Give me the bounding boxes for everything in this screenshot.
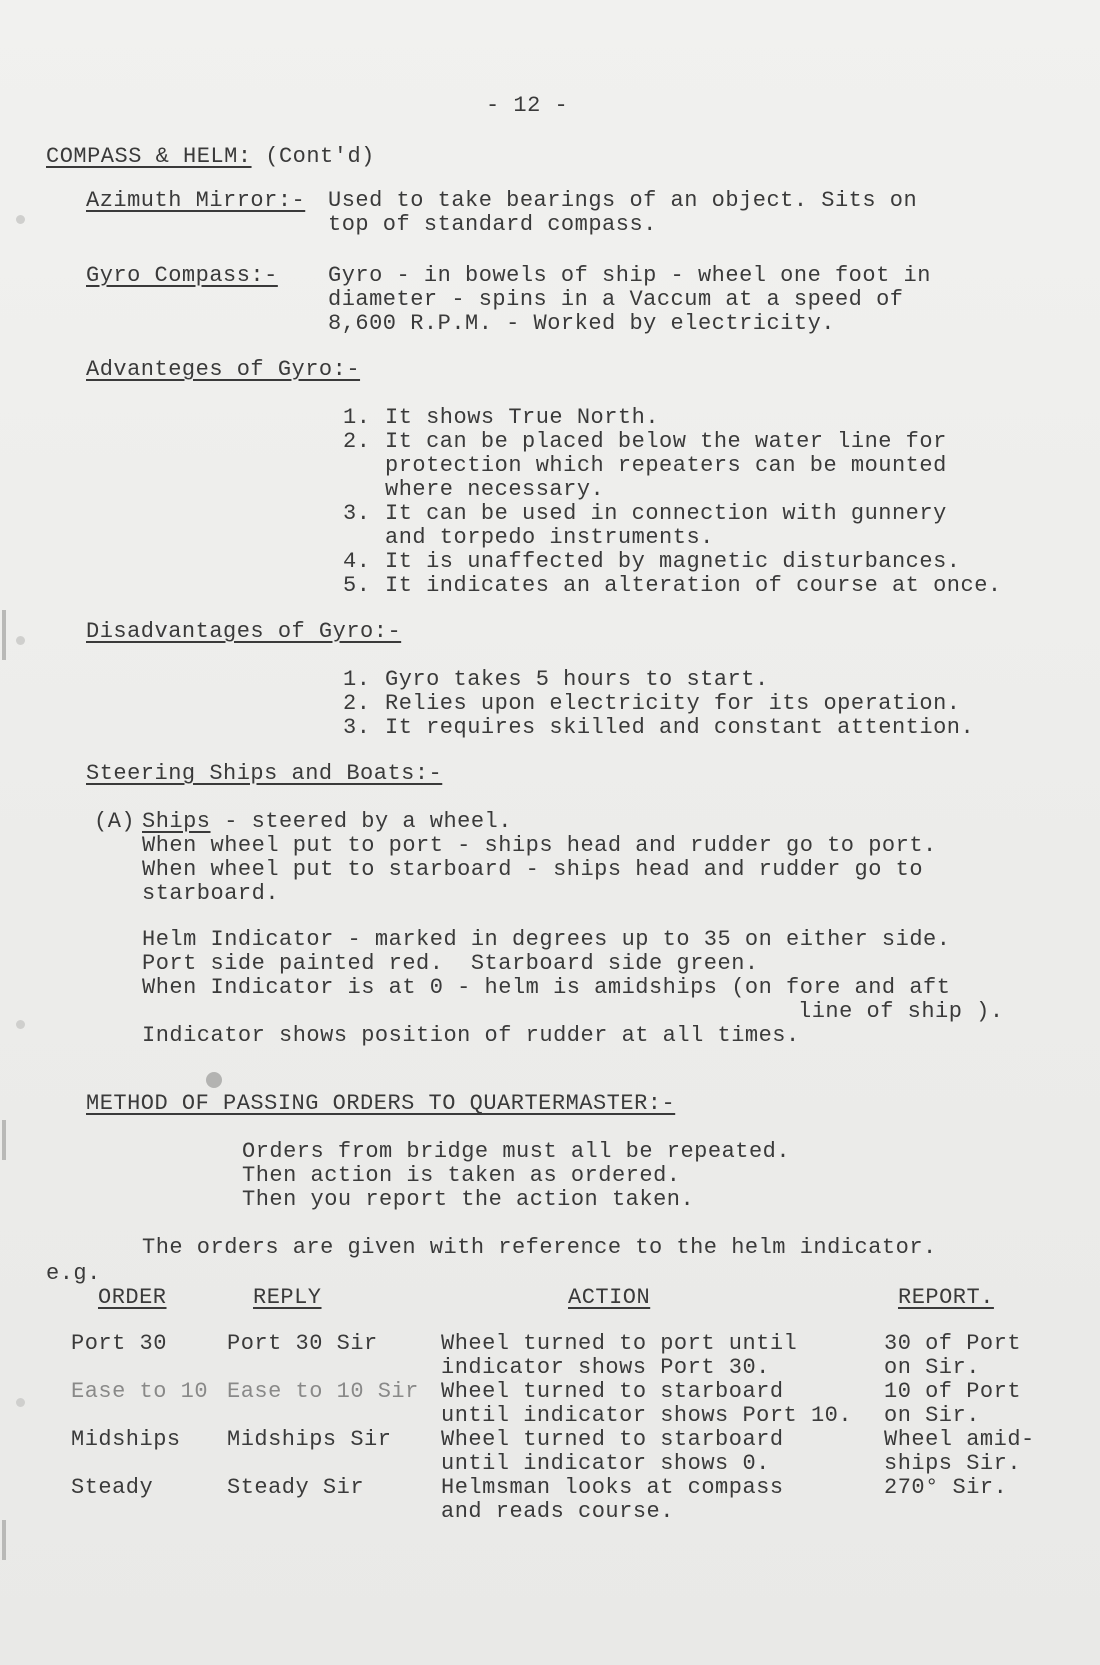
gyro-compass-label: Gyro Compass:- [86,263,278,288]
punch-hole [16,1398,25,1407]
indicator-line: Helm Indicator - marked in degrees up to 35 on either side. [142,927,951,952]
method-line: Then action is taken as ordered. [242,1163,681,1188]
table-cell-report: on Sir. [884,1355,980,1380]
table-cell-reply: Midships Sir [227,1427,392,1452]
table-header-order: ORDER [98,1285,167,1310]
table-cell-action: Wheel turned to starboard [441,1379,784,1404]
eg-label: e.g. [46,1261,101,1286]
list-item: It shows True North. [385,405,660,430]
steering-a-rest: - steered by a wheel. [224,809,512,834]
method-reference: The orders are given with reference to the helm indicator. [142,1235,937,1260]
azimuth-line: Used to take bearings of an object. Sits on [328,188,918,213]
table-cell-action: until indicator shows 0. [441,1451,770,1476]
page-number: - 12 - [486,93,569,118]
table-cell-reply: Port 30 Sir [227,1331,378,1356]
disadvantages-heading: Disadvantages of Gyro:- [86,619,402,644]
list-number: 1. [343,667,371,692]
steering-line: When wheel put to starboard - ships head and rudder go to [142,857,924,882]
table-cell-report: 10 of Port [884,1379,1022,1404]
list-number: 3. [343,715,371,740]
steering-a-prefix: (A) [94,809,136,834]
section-title [46,145,375,169]
list-item: where necessary. [385,477,605,502]
section-cont: (Cont'd) [265,144,375,169]
table-header-report: REPORT. [898,1285,994,1310]
table-header-action: ACTION [568,1285,651,1310]
azimuth-line: top of standard compass. [328,212,657,237]
punch-hole [16,215,25,224]
punch-hole [16,636,25,645]
table-header-reply: REPLY [253,1285,322,1310]
ink-blot [206,1072,222,1088]
method-line: Then you report the action taken. [242,1187,695,1212]
table-cell-action: Wheel turned to starboard [441,1427,784,1452]
indicator-last: Indicator shows position of rudder at all times. [142,1023,800,1048]
edge-tear [2,610,6,660]
list-item: and torpedo instruments. [385,525,714,550]
section-title-text: COMPASS & HELM: [46,144,252,169]
list-item: It is unaffected by magnetic disturbances. [385,549,961,574]
steering-a-line [142,810,512,834]
list-item: It can be used in connection with gunnery [385,501,947,526]
table-cell-action: Wheel turned to port until [441,1331,798,1356]
list-number: 3. [343,501,371,526]
table-cell-action: and reads course. [441,1499,674,1524]
edge-tear [2,1520,6,1560]
steering-heading: Steering Ships and Boats:- [86,761,443,786]
indicator-cont: line of ship ). [798,999,1004,1024]
table-cell-report: 30 of Port [884,1331,1022,1356]
indicator-line: Port side painted red. Starboard side green. [142,951,759,976]
list-item: protection which repeaters can be mounted [385,453,947,478]
list-number: 5. [343,573,371,598]
azimuth-label: Azimuth Mirror:- [86,188,306,213]
list-number: 1. [343,405,371,430]
table-cell-report: ships Sir. [884,1451,1022,1476]
table-cell-report: Wheel amid- [884,1427,1035,1452]
table-cell-report: on Sir. [884,1403,980,1428]
gyro-compass-line: 8,600 R.P.M. - Worked by electricity. [328,311,835,336]
steering-line: starboard. [142,881,280,906]
list-item: It can be placed below the water line for [385,429,947,454]
punch-hole [16,1020,25,1029]
list-item: It indicates an alteration of course at once. [385,573,1002,598]
table-cell-action: indicator shows Port 30. [441,1355,770,1380]
list-number: 2. [343,691,371,716]
list-number: 2. [343,429,371,454]
table-cell-reply: Steady Sir [227,1475,365,1500]
steering-line: When wheel put to port - ships head and rudder go to port. [142,833,937,858]
steering-a-label: Ships [142,809,211,834]
indicator-line: When Indicator is at 0 - helm is amidships (on fore and aft [142,975,951,1000]
table-cell-action: until indicator shows Port 10. [441,1403,853,1428]
method-heading: METHOD OF PASSING ORDERS TO QUARTERMASTER:- [86,1091,676,1116]
table-cell-order: Steady [71,1475,154,1500]
list-item: Relies upon electricity for its operation. [385,691,961,716]
gyro-compass-line: Gyro - in bowels of ship - wheel one foot in [328,263,931,288]
list-number: 4. [343,549,371,574]
table-cell-order: Midships [71,1427,181,1452]
list-item: Gyro takes 5 hours to start. [385,667,769,692]
method-line: Orders from bridge must all be repeated. [242,1139,791,1164]
table-cell-order: Port 30 [71,1331,167,1356]
list-item: It requires skilled and constant attention. [385,715,975,740]
table-cell-reply: Ease to 10 Sir [227,1379,419,1404]
edge-tear [2,1120,6,1160]
gyro-compass-line: diameter - spins in a Vaccum at a speed of [328,287,904,312]
table-cell-report: 270° Sir. [884,1475,1008,1500]
table-cell-action: Helmsman looks at compass [441,1475,784,1500]
table-cell-order: Ease to 10 [71,1379,209,1404]
advantages-heading: Advanteges of Gyro:- [86,357,361,382]
